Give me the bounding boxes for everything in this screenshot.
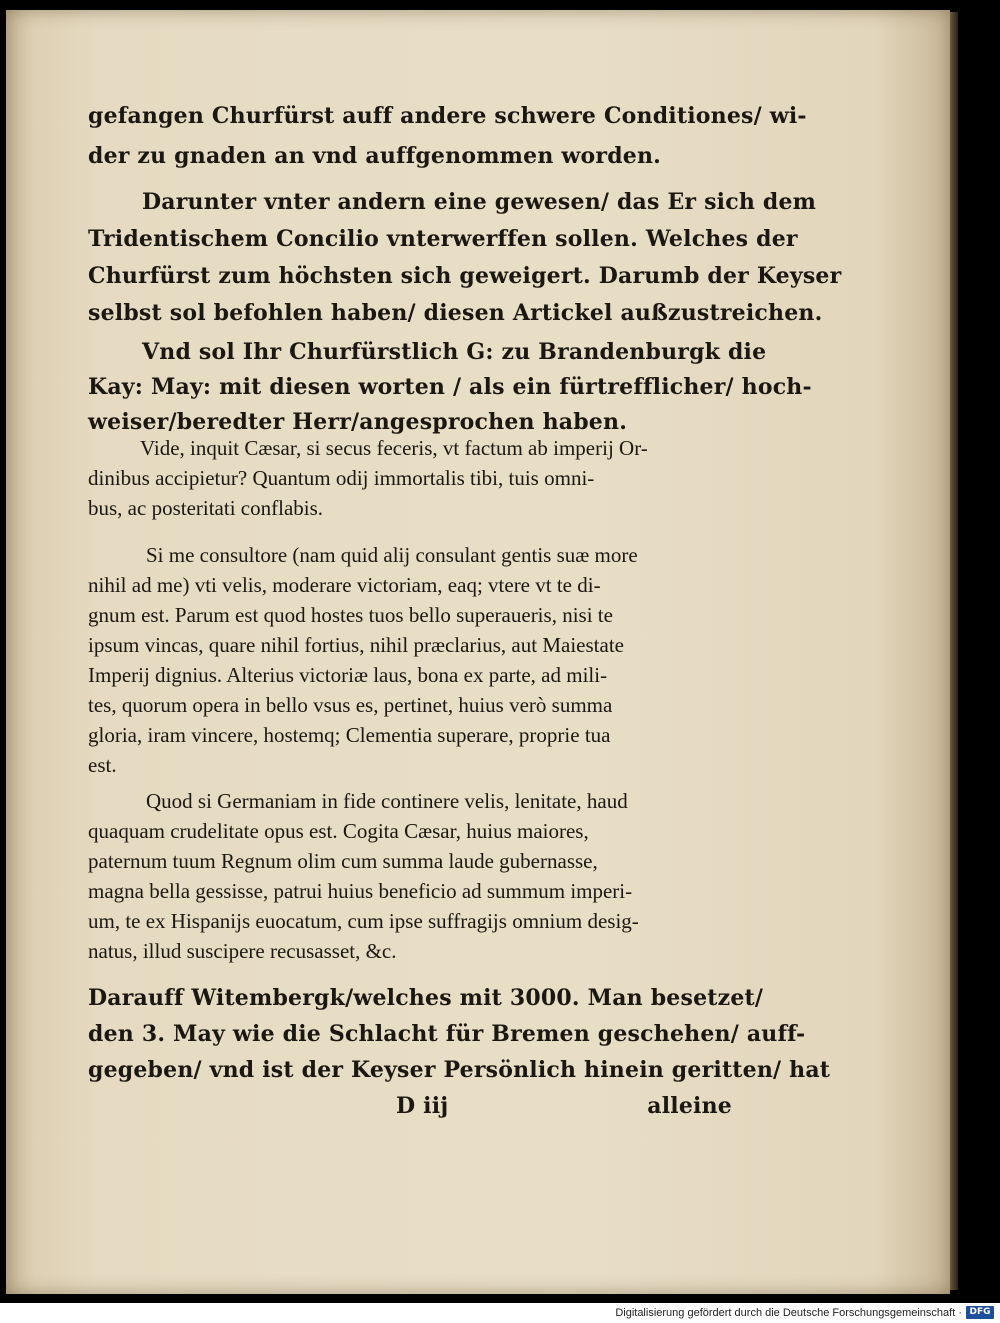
text-line: selbst sol befohlen haben/ diesen Artickel außzustreichen. xyxy=(88,300,823,326)
footer-bar xyxy=(0,1303,1000,1323)
text-line: gefangen Churfürst auff andere schwere Conditiones/ wi- xyxy=(88,103,807,129)
text-line: tes, quorum opera in bello vsus es, pertinet, huius verò summa xyxy=(88,693,613,717)
dfg-logo-icon: DFG xyxy=(966,1306,994,1319)
text-line: bus, ac posteritati conflabis. xyxy=(88,496,324,520)
text-line: gnum est. Parum est quod hostes tuos bello superaueris, nisi te xyxy=(88,603,613,627)
text-line: nihil ad me) vti velis, moderare victoriam, eaq; vtere vt te di- xyxy=(88,573,601,597)
paragraph-continuation xyxy=(88,96,807,176)
paragraph-tridentine xyxy=(88,184,842,332)
text-line: ipsum vincas, quare nihil fortius, nihil præclarius, aut Maiestate xyxy=(88,633,624,657)
text-line: magna bella gessisse, patrui huius beneficio ad summum imperi- xyxy=(88,879,633,903)
text-line: den 3. May wie die Schlacht für Bremen geschehen/ auff- xyxy=(88,1021,806,1047)
text-line: Imperij dignius. Alterius victoriæ laus, bona ex parte, ad mili- xyxy=(88,663,608,687)
latin-paragraph-consultore xyxy=(88,540,738,780)
page-bottom-row xyxy=(88,1088,738,1124)
text-line: Quod si Germaniam in fide continere velis, lenitate, haud xyxy=(146,789,628,813)
text-line: Churfürst zum höchsten sich geweigert. Darumb der Keyser xyxy=(88,263,842,289)
text-line: quaquam crudelitate opus est. Cogita Cæsar, huius maiores, xyxy=(88,819,589,843)
text-line: gegeben/ vnd ist der Keyser Persönlich hinein geritten/ hat xyxy=(88,1057,831,1083)
latin-paragraph-germaniam xyxy=(88,786,738,966)
catchword: alleine xyxy=(647,1093,732,1119)
text-line: dinibus accipietur? Quantum odij immortalis tibi, tuis omni- xyxy=(88,466,595,490)
text-line: Darauff Witembergk/welches mit 3000. Man besetzet/ xyxy=(88,985,764,1011)
text-line: Vnd sol Ihr Churfürstlich G: zu Brandenburgk die xyxy=(142,339,767,365)
text-line: Kay: May: mit diesen worten / als ein fürtrefflicher/ hoch- xyxy=(88,374,812,400)
page-edge xyxy=(950,12,958,1290)
text-line: weiser/beredter Herr/angesprochen haben. xyxy=(88,409,628,435)
text-line: est. xyxy=(88,753,117,777)
text-line: natus, illud suscipere recusasset, &c. xyxy=(88,939,397,963)
text-line: der zu gnaden an vnd auffgenommen worden. xyxy=(88,143,662,169)
funding-credit: Digitalisierung gefördert durch die Deutsche Forschungsgemeinschaft · xyxy=(615,1307,962,1319)
paragraph-brandenburg xyxy=(88,335,812,440)
latin-paragraph-vide xyxy=(88,433,738,523)
text-line: Darunter vnter andern eine gewesen/ das Er sich dem xyxy=(142,189,817,215)
text-line: Tridentischem Concilio vnterwerffen sollen. Welches der xyxy=(88,226,798,252)
text-line: um, te ex Hispanijs euocatum, cum ipse suffragijs omnium desig- xyxy=(88,909,639,933)
text-line: paternum tuum Regnum olim cum summa laude gubernasse, xyxy=(88,849,598,873)
signature-mark: D iij xyxy=(396,1093,449,1119)
text-line: Si me consultore (nam quid alij consulant gentis suæ more xyxy=(146,543,638,567)
text-line: gloria, iram vincere, hostemq; Clementia superare, proprie tua xyxy=(88,723,611,747)
paragraph-witembergk xyxy=(88,980,831,1124)
text-line: Vide, inquit Cæsar, si secus feceris, vt factum ab imperij Or- xyxy=(140,436,648,460)
